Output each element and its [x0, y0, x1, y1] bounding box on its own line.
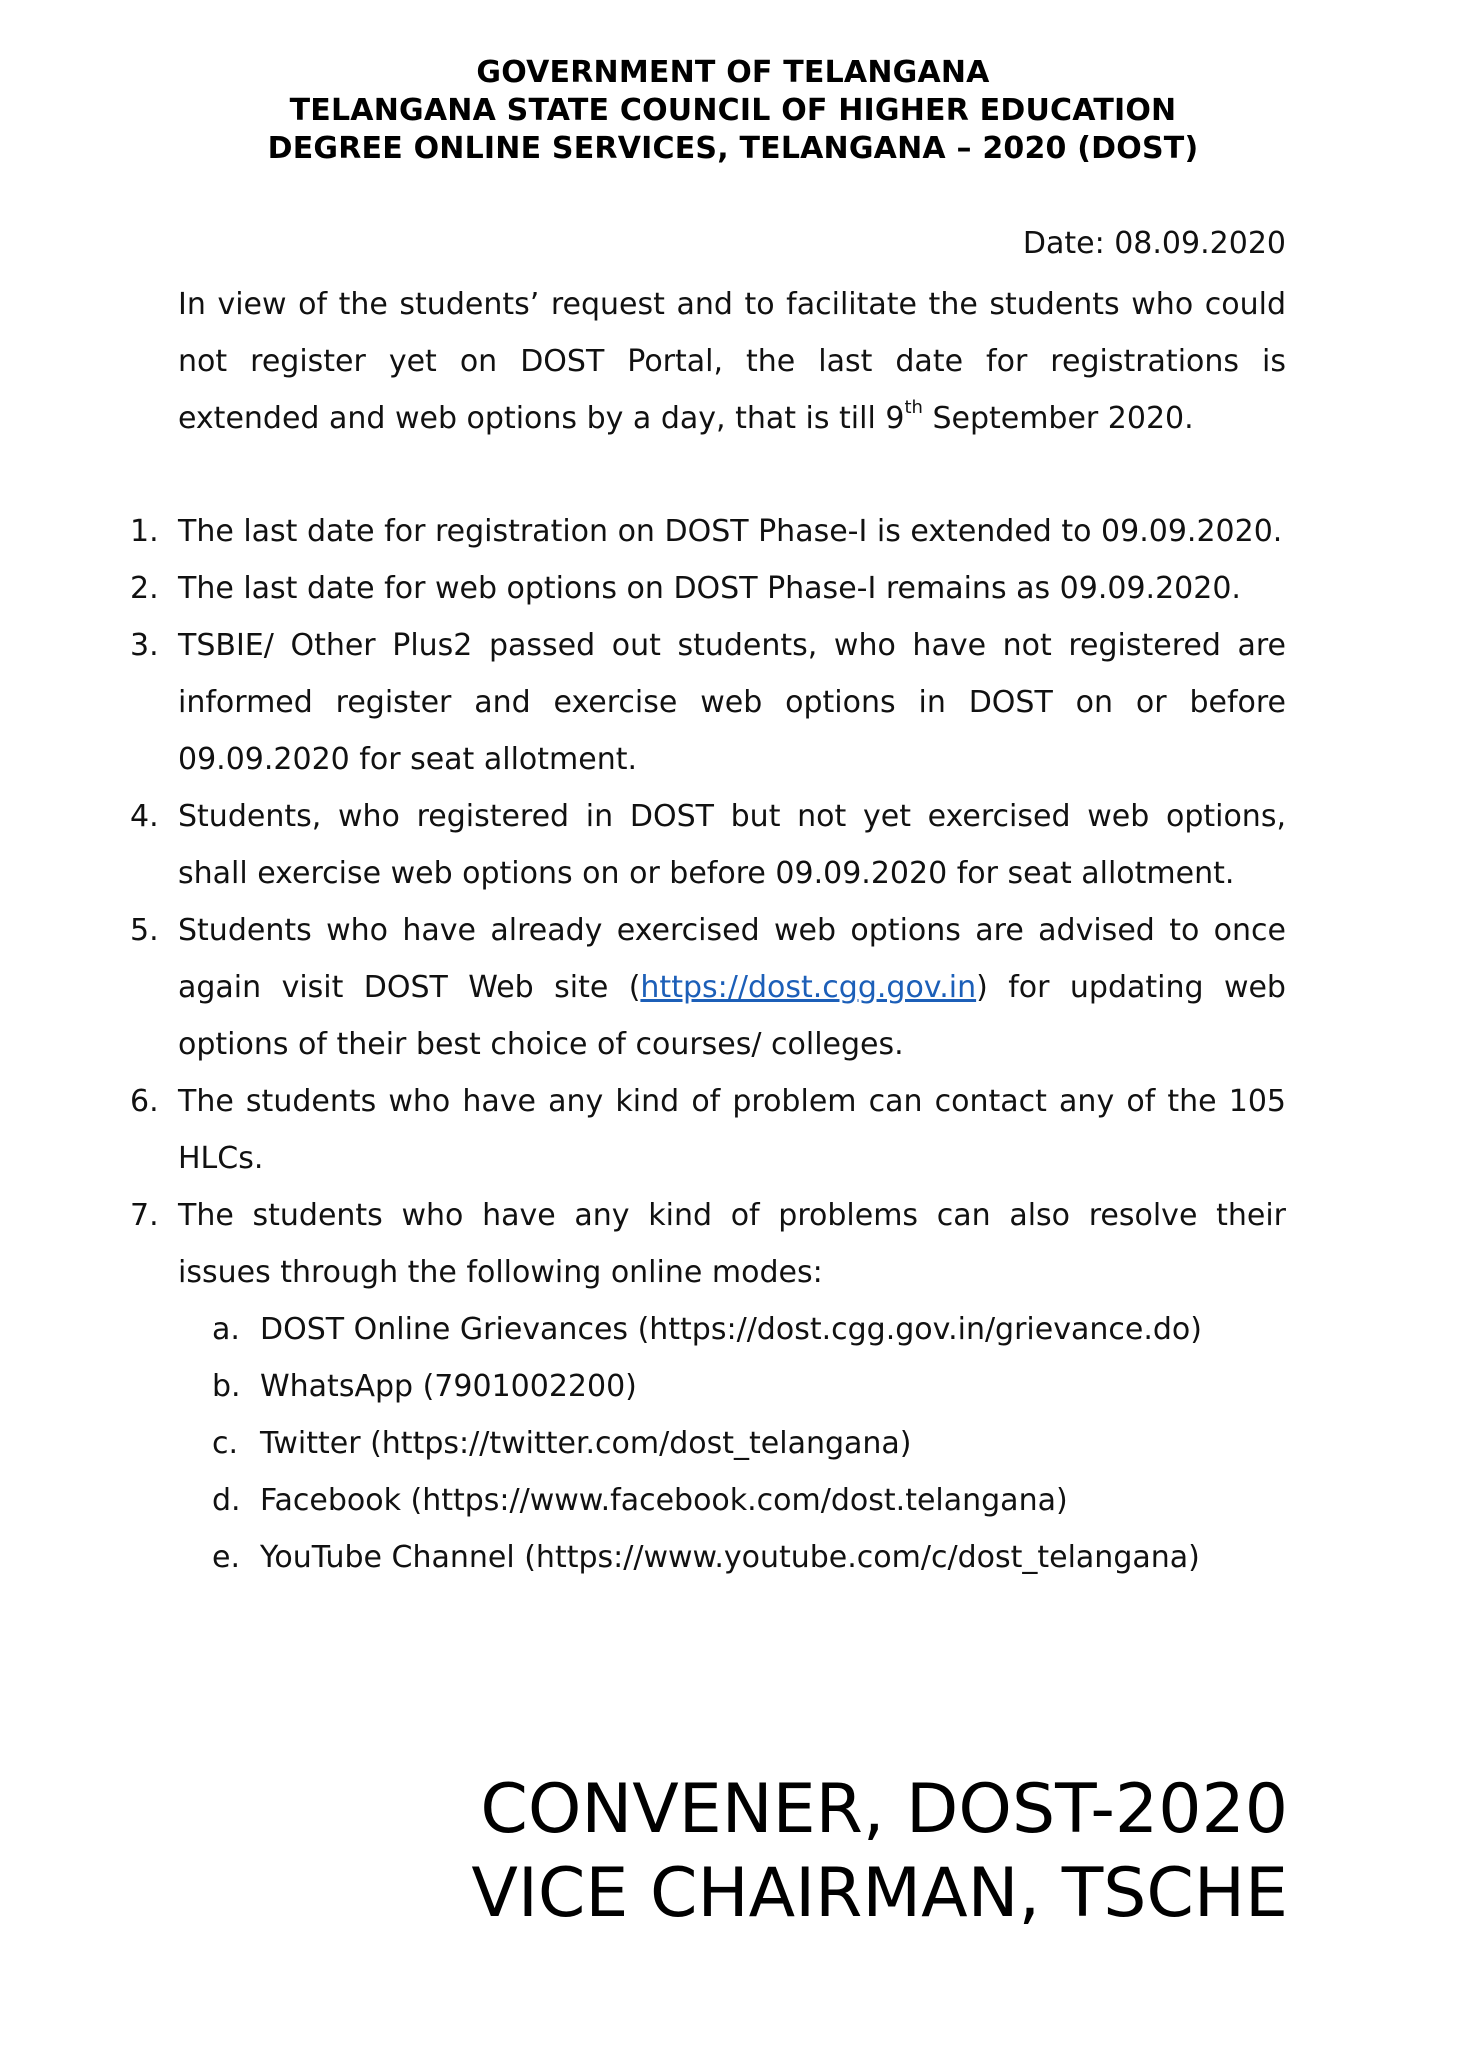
document-header — [0, 54, 1466, 168]
point-2 — [130, 560, 1286, 617]
point-text-end: ) for updating web options of their best choice of courses/ colleges. — [178, 970, 1286, 1062]
point-number: 6. — [130, 1084, 159, 1119]
mode-text: DOST Online Grievances (https://dost.cgg.gov.in/grievance.do) — [260, 1312, 1202, 1347]
point-4 — [130, 788, 1286, 902]
point-text: Students, who registered in DOST but not yet exercised web options, shall exercise web options on or before 09.09.2020 for seat allotment. — [178, 799, 1286, 891]
mode-letter: c. — [212, 1426, 239, 1461]
mode-text: WhatsApp (7901002200) — [260, 1369, 637, 1404]
point-number: 2. — [130, 571, 159, 606]
header-government: GOVERNMENT OF TELANGANA — [476, 55, 990, 90]
point-number: 1. — [130, 514, 159, 549]
point-text: The students who have any kind of problem can contact any of the 105 HLCs. — [178, 1084, 1286, 1176]
point-1 — [130, 503, 1286, 560]
mode-letter: d. — [212, 1483, 241, 1518]
intro-text-end: September 2020. — [922, 401, 1194, 436]
dost-website-link[interactable]: https://dost.cgg.gov.in — [640, 970, 977, 1005]
point-number: 4. — [130, 799, 159, 834]
mode-letter: a. — [212, 1312, 240, 1347]
point-3 — [130, 617, 1286, 788]
header-dost: DEGREE ONLINE SERVICES, TELANGANA – 2020 (DOST) — [267, 131, 1199, 166]
notice-points — [130, 503, 1286, 1586]
point-text: The students who have any kind of problems can also resolve their issues through the following online modes: — [178, 1198, 1286, 1290]
point-text: TSBIE/ Other Plus2 passed out students, who have not registered are informed register and exercise web options in DOST on or before 09.09.2020 for seat allotment. — [178, 628, 1286, 777]
intro-text: In view of the students’ request and to facilitate the students who could not register yet on DOST Portal, the last date for registrations is extended and web options by a day, that is till 9 — [178, 287, 1286, 436]
signature-block — [471, 1768, 1288, 1936]
point-number: 7. — [130, 1198, 159, 1233]
mode-letter: b. — [212, 1369, 241, 1404]
point-5 — [130, 902, 1286, 1073]
mode-grievances — [178, 1301, 1286, 1358]
mode-youtube — [178, 1529, 1286, 1586]
point-number: 5. — [130, 913, 159, 948]
point-6 — [130, 1073, 1286, 1187]
point-text: The last date for web options on DOST Phase-I remains as 09.09.2020. — [178, 571, 1241, 606]
mode-text: Twitter (https://twitter.com/dost_telangana) — [260, 1426, 912, 1461]
intro-paragraph — [178, 276, 1286, 447]
point-text: Students who have already exercised web options are advised to once again visit DOST Web site ( — [178, 913, 1286, 1005]
mode-text: Facebook (https://www.facebook.com/dost.telangana) — [260, 1483, 1068, 1518]
header-council: TELANGANA STATE COUNCIL OF HIGHER EDUCATION — [289, 93, 1177, 128]
mode-whatsapp — [178, 1358, 1286, 1415]
document-date: Date: 08.09.2020 — [1022, 226, 1286, 261]
mode-facebook — [178, 1472, 1286, 1529]
signature-convener: CONVENER, DOST-2020 — [480, 1770, 1288, 1849]
mode-twitter — [178, 1415, 1286, 1472]
mode-letter: e. — [212, 1540, 240, 1575]
signature-vice-chairman: VICE CHAIRMAN, TSCHE — [471, 1854, 1288, 1933]
online-modes-list — [178, 1301, 1286, 1586]
point-number: 3. — [130, 628, 159, 663]
intro-superscript: th — [904, 397, 923, 418]
point-7 — [130, 1187, 1286, 1586]
point-text: The last date for registration on DOST Phase-I is extended to 09.09.2020. — [178, 514, 1283, 549]
mode-text: YouTube Channel (https://www.youtube.com/c/dost_telangana) — [260, 1540, 1200, 1575]
